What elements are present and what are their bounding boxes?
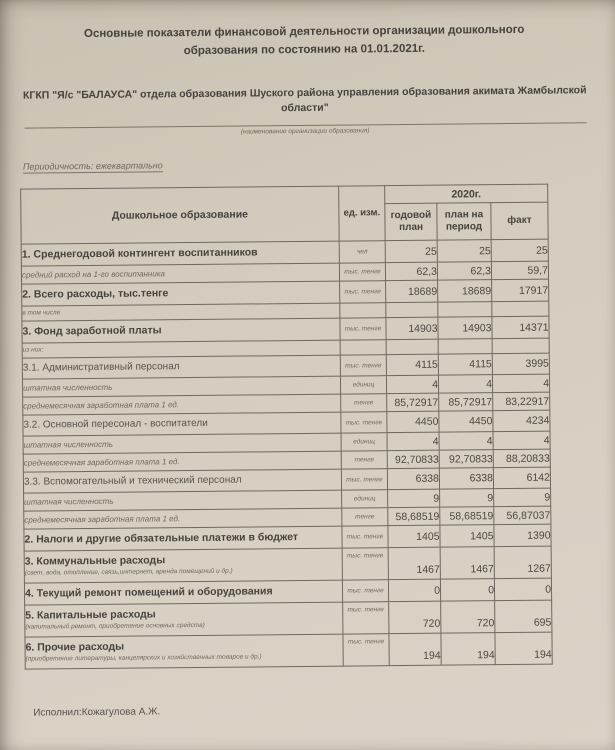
- row-value: 92,70833: [387, 450, 439, 468]
- row-value: 58,68519: [440, 507, 494, 526]
- row-label: 3.2. Основной пересонал - воспитатели: [23, 417, 208, 431]
- row-unit: [340, 340, 386, 355]
- row-unit: единиц: [341, 433, 387, 451]
- row-label: штатная численность: [24, 496, 114, 507]
- row-value: 194: [495, 632, 552, 665]
- row-unit: тыс. тенге: [340, 355, 386, 376]
- row-value: 4234: [493, 410, 550, 432]
- row-unit: чел: [339, 241, 385, 263]
- row-value: 85,72917: [439, 393, 493, 412]
- row-value: 1390: [494, 524, 551, 547]
- column-header-period-plan: план на период: [437, 203, 491, 241]
- table-row: [25, 632, 552, 669]
- row-value: [492, 301, 549, 317]
- row-value: 3995: [492, 353, 549, 375]
- column-header-main: Дошкольное образование: [21, 186, 340, 244]
- row-label: 5. Капитальные расходы: [25, 608, 156, 622]
- row-value: 720: [441, 601, 495, 634]
- row-label: штатная численность: [23, 382, 113, 393]
- row-value: [438, 302, 492, 318]
- row-value: 18689: [386, 280, 438, 302]
- row-label: средний расход на 1-го воспитанника: [21, 268, 166, 280]
- row-value: 1267: [494, 546, 551, 579]
- row-value: 1405: [388, 525, 440, 547]
- row-unit: тенге: [341, 394, 387, 412]
- executor-line: Исполнил:Кожагулова А.Ж.: [33, 706, 161, 719]
- row-value: 85,72917: [387, 393, 439, 411]
- row-value: 4: [493, 431, 550, 450]
- row-value: 25: [385, 240, 437, 262]
- row-unit: тыс. тенге: [341, 412, 387, 433]
- row-value: [386, 302, 438, 317]
- row-label: 4. Текущий ремонт помещений и оборудования: [24, 585, 273, 600]
- finance-table: [20, 184, 553, 670]
- row-value: 6142: [493, 467, 550, 489]
- row-value: 14371: [492, 316, 549, 339]
- table-row: [25, 600, 552, 637]
- organization-caption: (наименование организации образования): [240, 127, 370, 136]
- row-value: 14903: [386, 317, 438, 339]
- row-value: 0: [440, 579, 494, 602]
- row-value: 62,3: [437, 262, 491, 281]
- column-header-annual-plan: годовой план: [385, 203, 437, 240]
- row-value: 4115: [438, 354, 492, 376]
- row-label: среднемесячная заработная плата 1 ед.: [23, 399, 180, 411]
- row-label: 3.3. Вспомогательный и технический персонал: [23, 474, 242, 488]
- row-unit: тыс. тенге: [340, 318, 386, 340]
- row-value: 4: [386, 375, 438, 393]
- organization-name: КГКП "Я/с "БАЛАУСА" отдела образования Шуского района управления образования акимата Жамбылской области": [22, 83, 587, 115]
- row-label: среднемесячная заработная плата 1 ед.: [24, 513, 181, 525]
- row-note: (свет, вода, отопление, связь,интернет, аренда помещений и др.): [24, 568, 233, 578]
- row-value: 4: [439, 432, 493, 451]
- row-note: (капитальный ремонт, приобретение основных средств): [25, 622, 205, 632]
- row-value: 4450: [439, 411, 493, 433]
- row-unit: тенге: [342, 508, 388, 526]
- row-value: 62,3: [385, 262, 437, 280]
- page-title: Основные показатели финансовой деятельности организации дошкольного образования по состоянию на 01.01.2021г.: [83, 23, 525, 57]
- row-value: 6338: [387, 468, 439, 489]
- row-unit: единиц: [342, 490, 388, 508]
- finance-table-body: [21, 239, 552, 669]
- row-value: 4: [387, 432, 439, 450]
- row-value: 194: [389, 633, 441, 665]
- table-row: [24, 546, 551, 583]
- row-unit: [340, 303, 386, 318]
- row-label: среднемесячная заработная плата 1 ед.: [23, 456, 180, 468]
- row-value: 9: [440, 489, 494, 508]
- row-value: 4: [492, 374, 549, 393]
- row-label: 3. Фонд заработной платы: [22, 324, 162, 338]
- row-unit: тыс. тенге: [342, 580, 388, 602]
- row-value: 4450: [387, 411, 439, 432]
- row-value: 25: [491, 239, 548, 262]
- row-value: 56,87037: [494, 506, 551, 525]
- row-label: 2. Налоги и другие обязательные платежи в бюджет: [24, 531, 299, 546]
- row-value: 17917: [492, 279, 549, 302]
- row-value: 25: [437, 240, 491, 263]
- row-label: из них:: [22, 346, 44, 354]
- row-value: 695: [495, 600, 552, 633]
- row-unit: тыс. тенге: [342, 548, 388, 580]
- row-label: 1. Среднегодовой контингент воспитанников: [21, 246, 258, 261]
- row-value: 1467: [440, 547, 494, 580]
- row-value: 59,7: [491, 261, 548, 280]
- row-value: 0: [494, 578, 551, 601]
- row-value: 194: [441, 633, 495, 666]
- row-unit: единиц: [340, 376, 386, 394]
- row-value: 88,20833: [493, 449, 550, 468]
- row-value: 83,22917: [493, 392, 550, 411]
- row-label: 3. Коммунальные расходы: [24, 554, 166, 568]
- row-label: в том числе: [22, 309, 61, 317]
- finance-table-header: [21, 184, 549, 244]
- row-label: 3.1. Административный персонал: [22, 361, 180, 374]
- column-header-year-group: 2020г.: [385, 184, 548, 204]
- row-value: 18689: [438, 280, 492, 303]
- row-value: [438, 339, 492, 355]
- row-value: [492, 338, 549, 354]
- row-value: 6338: [439, 468, 493, 490]
- row-value: 1405: [440, 525, 494, 548]
- row-label: штатная численность: [23, 439, 114, 450]
- row-label: 2. Всего расходы, тыс.тенге: [22, 287, 169, 301]
- row-unit: тыс. тенге: [342, 526, 388, 548]
- row-note: (приобретение литературы, канцелярских и хозяйственных товаров и др.): [25, 653, 262, 664]
- row-value: 720: [389, 601, 441, 633]
- row-unit: тыс. тенге: [343, 602, 389, 634]
- column-header-unit: ед. изм.: [339, 186, 386, 241]
- row-unit: тыс. тенге: [339, 263, 385, 281]
- row-value: 9: [388, 489, 440, 507]
- row-unit: тыс. тенге: [341, 469, 387, 490]
- periodicity-label: Периодичность: ежеквартально: [22, 160, 163, 172]
- row-value: 4: [438, 375, 492, 394]
- row-value: 0: [388, 579, 440, 601]
- row-value: 58,68519: [388, 507, 440, 525]
- row-unit: тенге: [341, 451, 387, 469]
- row-value: 9: [494, 488, 551, 507]
- row-value: 1467: [388, 547, 440, 579]
- row-value: 4115: [386, 354, 438, 375]
- row-value: [386, 339, 438, 354]
- row-label: 6. Прочие расходы: [25, 641, 125, 654]
- row-value: 14903: [438, 317, 492, 340]
- row-value: 92,70833: [439, 450, 493, 469]
- column-header-fact: факт: [491, 202, 548, 240]
- row-unit: тыс. тенге: [340, 281, 386, 303]
- row-unit: тыс. тенге: [343, 634, 389, 666]
